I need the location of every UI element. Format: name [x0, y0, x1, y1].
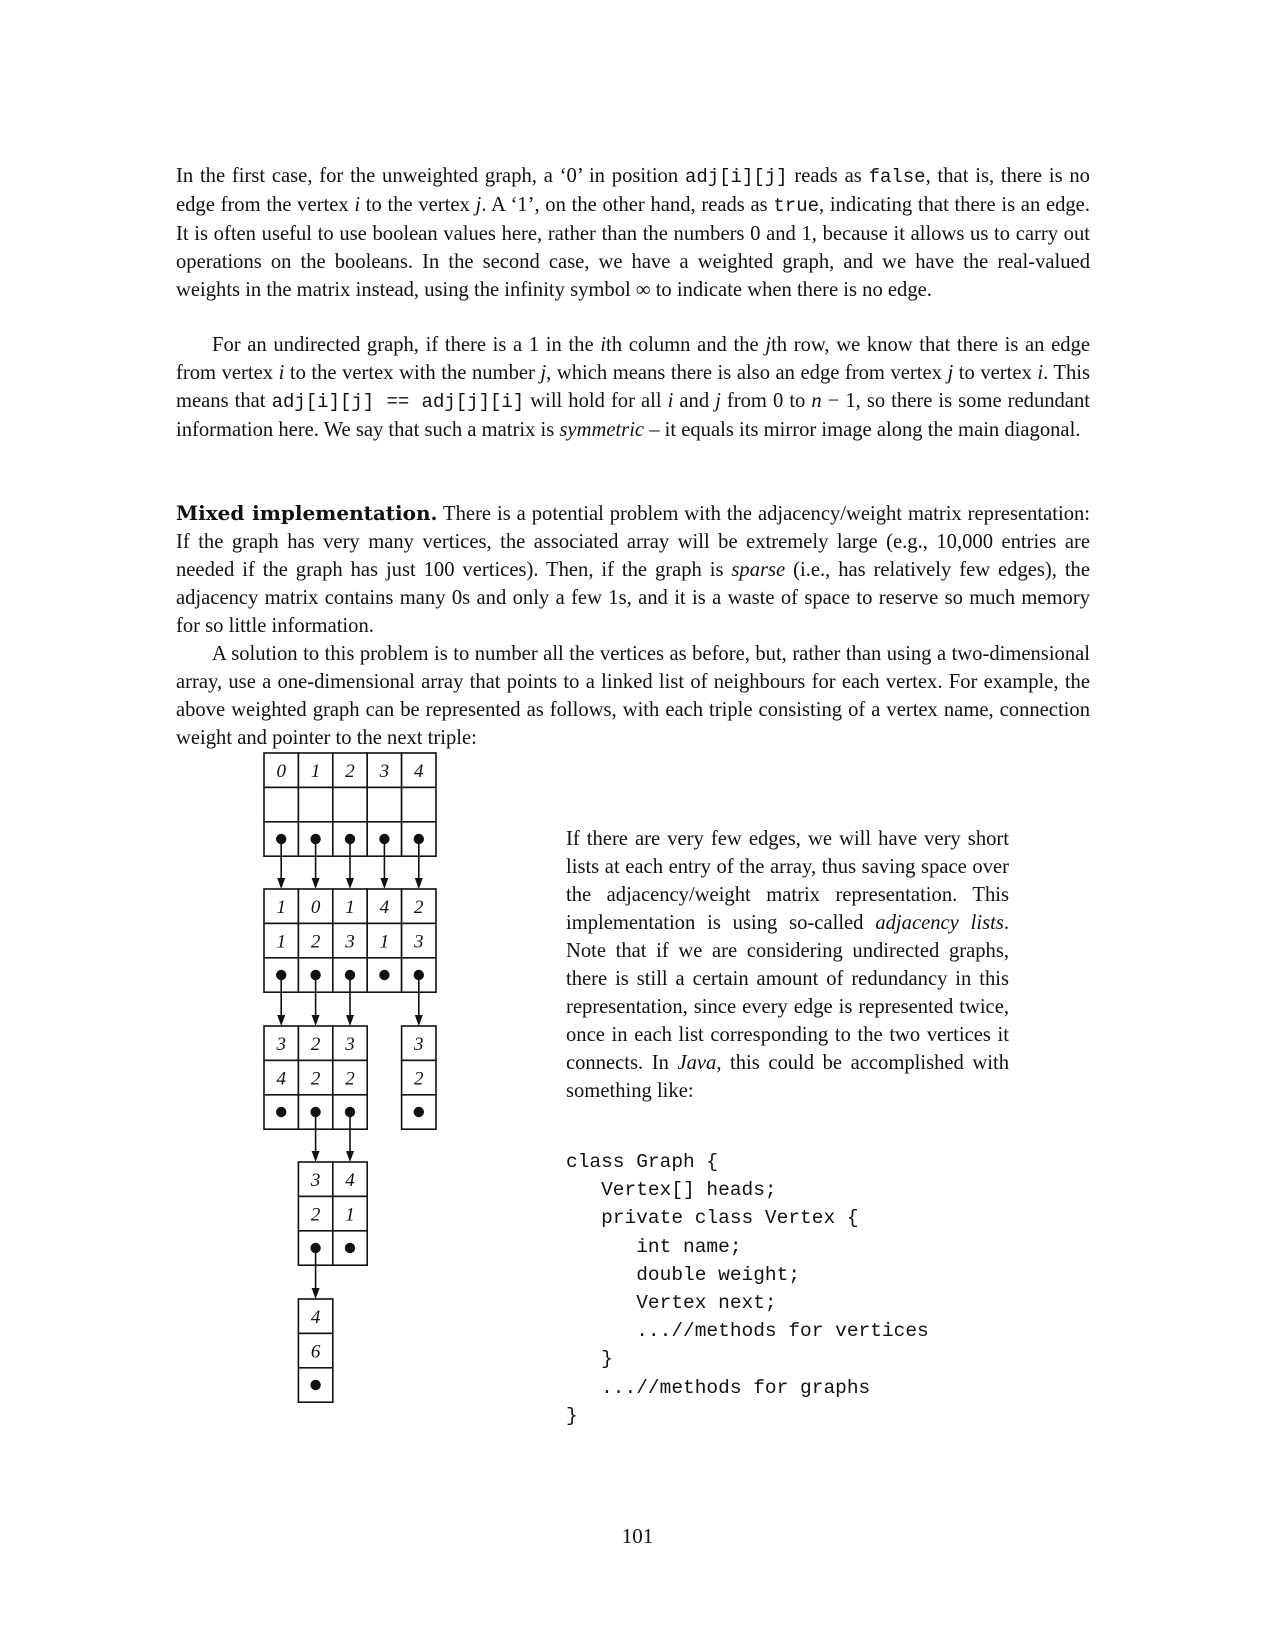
section-heading: Mixed implementation. [176, 501, 438, 525]
arrow-head [415, 1015, 423, 1026]
pointer-dot [414, 1107, 424, 1117]
vertex-name-label: 0 [310, 897, 321, 919]
arrow-head [346, 1015, 354, 1026]
weight-label: 2 [310, 1204, 321, 1226]
weight-label: 1 [345, 1204, 355, 1226]
vertex-name-label: 4 [414, 761, 424, 783]
arrow-head [346, 1151, 354, 1162]
paragraph-matrix-meaning: In the first case, for the unweighted graph, a ‘0’ in position adj[i][j] reads as false, that is, there is no edge from the vertex i to the vertex j. A ‘1’, on the other hand, reads as true, indicating that there is an edge. It is often useful to use boolean values here, rather than the numbers 0 and 1, because it allows us to carry out operations on the booleans. In the second case, we have a weighted graph, and we have the real-valued weights in the matrix instead, using the infinity symbol ∞ to indicate when there is no edge. [176, 165, 1090, 301]
vertex-name-label: 2 [414, 897, 424, 919]
arrow-head [312, 878, 320, 889]
arrow-head [312, 1151, 320, 1162]
weight-cell [367, 787, 401, 821]
pointer-dot [310, 1380, 320, 1390]
vertex-name-label: 4 [310, 1307, 321, 1329]
arrow-head [380, 878, 388, 889]
vertex-name-label: 4 [379, 897, 390, 919]
arrow-head [277, 878, 285, 889]
vertex-name-label: 2 [310, 1034, 321, 1056]
vertex-name-label: 3 [276, 1034, 286, 1056]
java-code-block: class Graph { Vertex[] heads; private class Vertex { int name; double weight; Vertex next; ...//methods for vertices } ...//methods for graphs } [566, 1151, 929, 1427]
weight-label: 3 [414, 931, 424, 953]
pointer-dot [345, 1243, 355, 1253]
page-number: 101 [621, 1524, 654, 1548]
pointer-dot [276, 1107, 286, 1117]
weight-label: 3 [345, 931, 355, 953]
vertex-name-label: 3 [414, 1034, 424, 1056]
weight-label: 4 [276, 1068, 286, 1090]
paragraph-solution: A solution to this problem is to number all the vertices as before, but, rather than using a two-dimensional array, use a one-dimensional array that points to a linked list of neighbours for each vertex. For example, the above weighted graph can be represented as follows, with each triple consisting of a vertex name, connection weight and pointer to the next triple: [176, 643, 1090, 749]
vertex-name-label: 0 [276, 761, 286, 783]
weight-cell [333, 787, 367, 821]
vertex-name-label: 3 [345, 1034, 355, 1056]
arrow-head [277, 1015, 285, 1026]
vertex-name-label: 2 [345, 761, 355, 783]
weight-cell [298, 787, 332, 821]
vertex-name-label: 3 [310, 1170, 321, 1192]
weight-label: 2 [345, 1068, 355, 1090]
paragraph-mixed-implementation: Mixed implementation. There is a potential problem with the adjacency/weight matrix representation: If the graph has very many vertices, the associated array will be extremely large (e.g., 10,000 entries are needed if the graph has just 100 vertices). Then, if the graph is sparse (i.e., has relatively few edges), the adjacency matrix contains many 0s and only a few 1s, and it is a waste of space to reserve so much memory for so little information. [176, 501, 1091, 637]
vertex-name-label: 1 [345, 897, 355, 919]
vertex-name-label: 3 [379, 761, 390, 783]
arrow-head [415, 878, 423, 889]
weight-label: 1 [276, 931, 286, 953]
paragraph-undirected-symmetric: For an undirected graph, if there is a 1 in the ith column and the jth row, we know that there is an edge from vertex i to the vertex with the number j, which means there is also an edge from vertex j to vertex i. This means that adj[i][j] == adj[j][i] will hold for all i and j from 0 to n − 1, so there is some redundant information here. We say that such a matrix is symmetric – it equals its mirror image along the main diagonal. [176, 334, 1091, 441]
weight-label: 1 [379, 931, 390, 953]
arrow-head [346, 878, 354, 889]
vertex-name-label: 1 [276, 897, 286, 919]
arrow-head [312, 1015, 320, 1026]
weight-label: 6 [310, 1341, 321, 1363]
pointer-dot [379, 970, 389, 980]
weight-cell [402, 787, 436, 821]
side-paragraph-adjacency-lists: If there are very few edges, we will have very short lists at each entry of the array, thus saving space over the adjacency/weight matrix representation. This implementation is using so-called adjacency lists. Note that if we are considering undirected graphs, there is still a certain amount of redundancy in this representation, since every edge is represented twice, once in each list corresponding to the two vertices it connects. In Java, this could be accomplished with something like: [566, 828, 1009, 1102]
weight-cell [264, 787, 298, 821]
weight-label: 2 [310, 1068, 321, 1090]
weight-label: 2 [414, 1068, 424, 1090]
arrow-head [312, 1288, 320, 1299]
weight-label: 2 [310, 931, 321, 953]
vertex-name-label: 1 [310, 761, 321, 783]
vertex-name-label: 4 [345, 1170, 355, 1192]
